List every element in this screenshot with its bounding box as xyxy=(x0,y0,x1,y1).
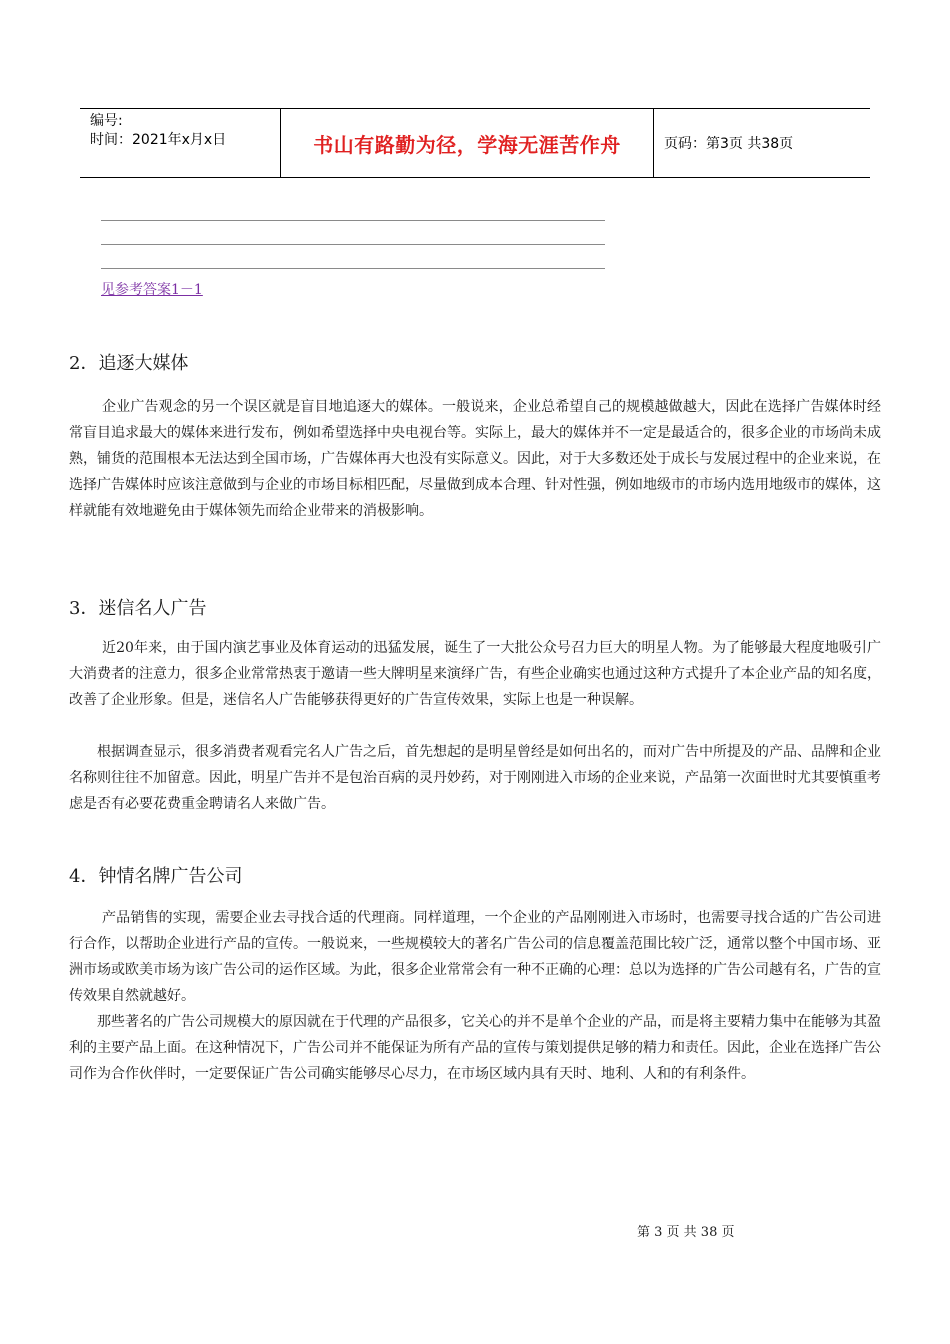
footer-page-number: 第 3 页 共 38 页 xyxy=(637,1225,735,1240)
paragraph: 那些著名的广告公司规模大的原因就在于代理的产品很多，它关心的并不是单个企业的产品，而是将主要精力集中在能够为其盈利的主要产品上面。在这种情况下，广告公司并不能保证为所有产品的宣传与策划提供足够的精力和责任。因此，企业在选择广告公司作为合作伙伴时，一定要保证广告公司确实能够尽心尽力，在市场区域内具有天时、地利、人和的有利条件。 xyxy=(69,1014,881,1082)
section-title: 2．追逐大媒体 xyxy=(69,353,189,374)
document-header xyxy=(80,108,870,178)
paragraph: 产品销售的实现，需要企业去寻找合适的代理商。同样道理，一个企业的产品刚刚进入市场时，也需要寻找合适的广告公司进行合作，以帮助企业进行产品的宣传。一般说来，一些规模较大的著名广告公司的信息覆盖范围比较广泛，通常以整个中国市场、亚洲市场或欧美市场为该广告公司的运作区域。为此，很多企业常常会有一种不正确的心理：总以为选择的广告公司越有名，广告的宣传效果自然就越好。 xyxy=(69,910,881,1004)
answer-blank-line xyxy=(101,220,605,221)
paragraph: 近20年来，由于国内演艺事业及体育运动的迅猛发展，诞生了一大批公众号召力巨大的明星人物。为了能够最大程度地吸引广大消费者的注意力，很多企业常常热衷于邀请一些大牌明星来演绎广告，有些企业确实也通过这种方式提升了本企业产品的知名度，改善了企业形象。但是，迷信名人广告能够获得更好的广告宣传效果，实际上也是一种误解。 xyxy=(69,640,881,708)
section-title: 3．迷信名人广告 xyxy=(69,598,207,619)
answer-blank-line xyxy=(101,268,605,269)
paragraph: 根据调查显示，很多消费者观看完名人广告之后，首先想起的是明星曾经是如何出名的，而对广告中所提及的产品、品牌和企业名称则往往不加留意。因此，明星广告并不是包治百病的灵丹妙药，对于刚刚进入市场的企业来说，产品第一次面世时尤其要慎重考虑是否有必要花费重金聘请名人来做广告。 xyxy=(69,744,881,812)
header-meta xyxy=(80,109,281,177)
document-number-label: 编号: xyxy=(90,113,123,129)
document-time-label: 时间：2021年x月x日 xyxy=(90,132,227,148)
reference-answer-link[interactable]: 见参考答案1－1 xyxy=(101,282,203,298)
header-motto: 书山有路勤为径，学海无涯苦作舟 xyxy=(281,109,654,177)
paragraph: 企业广告观念的另一个误区就是盲目地追逐大的媒体。一般说来，企业总希望自己的规模越做越大，因此在选择广告媒体时经常盲目追求最大的媒体来进行发布，例如希望选择中央电视台等。实际上，最大的媒体并不一定是最适合的，很多企业的市场尚未成熟，铺货的范围根本无法达到全国市场，广告媒体再大也没有实际意义。因此，对于大多数还处于成长与发展过程中的企业来说，在选择广告媒体时应该注意做到与企业的市场目标相匹配，尽量做到成本合理、针对性强，例如地级市的市场内选用地级市的媒体，这样就能有效地避免由于媒体领先而给企业带来的消极影响。 xyxy=(69,399,881,519)
answer-blank-line xyxy=(101,244,605,245)
header-page-info: 页码：第3页 共38页 xyxy=(664,136,794,152)
section-title: 4．钟情名牌广告公司 xyxy=(69,866,243,887)
